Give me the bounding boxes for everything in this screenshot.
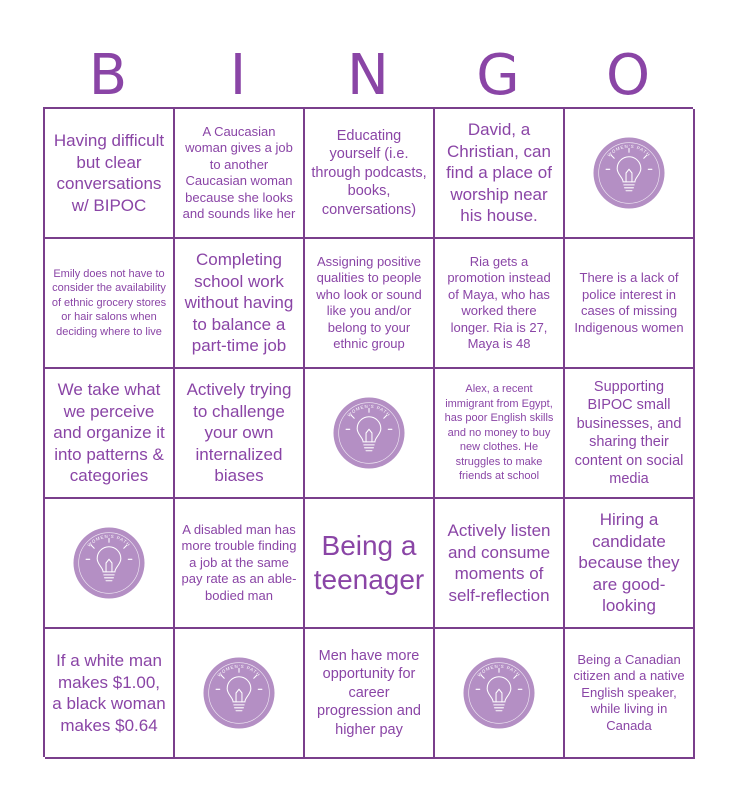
bingo-square-r5-c1[interactable] <box>45 629 175 759</box>
lightbulb-badge-icon <box>202 656 276 730</box>
bingo-square-r1-c1[interactable] <box>45 109 175 239</box>
bingo-square-r2-c4[interactable] <box>435 239 565 369</box>
square-text: Actively listen and consume moments of self-reflection <box>447 521 551 605</box>
lightbulb-badge-icon <box>592 136 666 210</box>
square-text: Hiring a candidate because they are good-looking <box>578 510 680 616</box>
header-letter-o: O <box>605 43 651 108</box>
square-text: Being a Canadian citizen and a native English speaker, while living in Canada <box>573 651 685 733</box>
square-text: Alex, a recent immigrant from Egypt, has poor English skills and no money to buy new clothes. He struggles to make friends at school <box>444 383 554 483</box>
bingo-square-r3-c4[interactable] <box>435 369 565 499</box>
header-letter-b: B <box>88 43 128 108</box>
bingo-square-r5-c2[interactable] <box>175 629 305 759</box>
bingo-square-r3-c5[interactable] <box>565 369 695 499</box>
bingo-square-r5-c4[interactable] <box>435 629 565 759</box>
badge-text: WOMEN'S PATH <box>476 663 522 678</box>
bingo-square-r1-c4[interactable] <box>435 109 565 239</box>
bingo-header <box>43 44 693 108</box>
lightbulb-badge-icon <box>72 526 146 600</box>
bingo-square-r4-c5[interactable] <box>565 499 695 629</box>
bingo-square-r4-c4[interactable] <box>435 499 565 629</box>
square-text: There is a lack of police interest in cases of missing Indigenous women <box>574 270 684 335</box>
bingo-square-r5-c3[interactable] <box>305 629 435 759</box>
bingo-square-r4-c3[interactable] <box>305 499 435 629</box>
square-text: Ria gets a promotion instead of Maya, who has worked there longer. Ria is 27, Maya is 48 <box>447 253 551 351</box>
bingo-square-r3-c2[interactable] <box>175 369 305 499</box>
bingo-square-r4-c2[interactable] <box>175 499 305 629</box>
square-text: We take what we perceive and organize it into patterns & categories <box>53 380 165 486</box>
square-text: Educating yourself (i.e. through podcasts, books, conversations) <box>311 127 427 218</box>
bingo-square-r5-c5[interactable] <box>565 629 695 759</box>
bingo-card-grid <box>43 107 693 757</box>
badge-text: WOMEN'S PATH <box>86 533 132 548</box>
square-text: Supporting BIPOC small businesses, and sharing their content on social media <box>574 378 684 487</box>
lightbulb-badge-icon <box>332 396 406 470</box>
square-text: Completing school work without having to balance a part-time job <box>184 250 294 356</box>
square-text: A Caucasian woman gives a job to another Caucasian woman because she looks and sounds like her <box>182 123 296 221</box>
square-text: Emily does not have to consider the availability of ethnic grocery stores or hair salons when deciding where to live <box>51 267 167 338</box>
square-text: David, a Christian, can find a place of worship near his house. <box>446 120 552 226</box>
badge-text: WOMEN'S PATH <box>216 663 262 678</box>
bingo-square-r2-c1[interactable] <box>45 239 175 369</box>
bingo-square-r2-c3[interactable] <box>305 239 435 369</box>
square-text: Men have more opportunity for career progression and higher pay <box>317 647 421 738</box>
square-text: Being a teenager <box>313 530 425 595</box>
header-letter-g: G <box>476 43 520 108</box>
bingo-square-r1-c5[interactable] <box>565 109 695 239</box>
lightbulb-badge-icon <box>462 656 536 730</box>
badge-text: WOMEN'S PATH <box>606 143 652 158</box>
square-text: A disabled man has more trouble finding a job at the same pay rate as an able-bodied man <box>181 521 297 603</box>
square-text: Actively trying to challenge your own internalized biases <box>186 380 292 486</box>
bingo-square-r3-c1[interactable] <box>45 369 175 499</box>
square-text: If a white man makes $1.00, a black woman makes $0.64 <box>52 651 166 735</box>
bingo-square-r4-c1[interactable] <box>45 499 175 629</box>
square-text: Having difficult but clear conversations w/ BIPOC <box>53 131 165 215</box>
badge-text: WOMEN'S PATH <box>346 403 392 418</box>
header-letter-n: N <box>347 43 389 108</box>
bingo-square-r1-c2[interactable] <box>175 109 305 239</box>
bingo-square-r1-c3[interactable] <box>305 109 435 239</box>
square-text: Assigning positive qualities to people who look or sound like you and/or belong to your ethnic group <box>316 253 422 351</box>
header-letter-i: I <box>229 43 247 108</box>
bingo-square-r2-c5[interactable] <box>565 239 695 369</box>
bingo-square-r2-c2[interactable] <box>175 239 305 369</box>
bingo-square-r3-c3[interactable] <box>305 369 435 499</box>
